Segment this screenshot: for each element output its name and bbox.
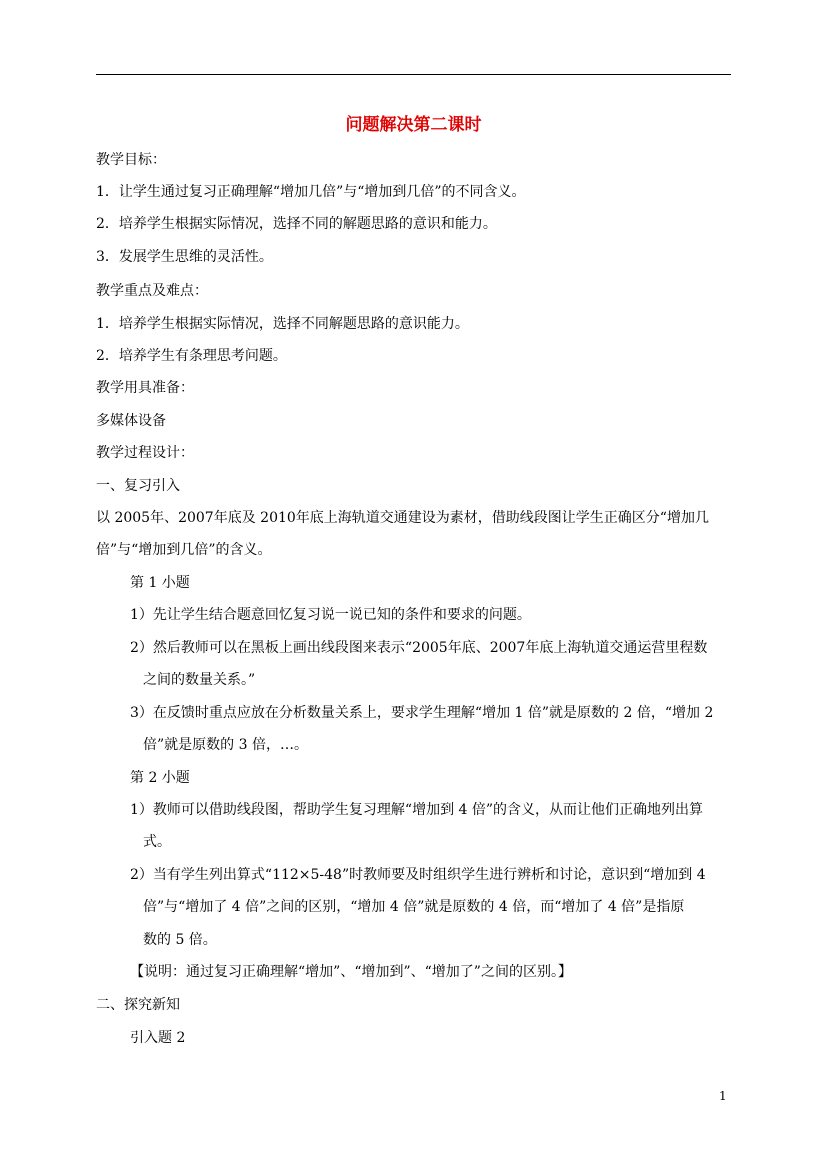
header-rule <box>96 74 731 75</box>
text-line-note: 【说明：通过复习正确理解“增加”、“增加到”、“增加了”之间的区别。】 <box>130 964 572 980</box>
text-line-section-1: 一、复习引入 <box>96 478 180 494</box>
text-line-q1-step-3: 3）在反馈时重点应放在分析数量关系上，要求学生理解“增加 1 倍”就是原数的 2 倍，“增加 2 <box>130 705 714 721</box>
page-number: 1 <box>719 1089 727 1103</box>
text-line-objectives-heading: 教学目标： <box>96 152 166 168</box>
text-line-question-1: 第 1 小题 <box>130 575 190 591</box>
text-line-q1-step-3-cont: 倍”就是原数的 3 倍，…。 <box>143 737 308 753</box>
text-line-question-2: 第 2 小题 <box>130 770 190 786</box>
text-line-q2-step-1-cont: 式。 <box>143 834 171 850</box>
text-line-q2-step-2-cont: 倍”与“增加了 4 倍”之间的区别，“增加 4 倍”就是原数的 4 倍，而“增加了 4 倍”是指原 <box>143 899 685 915</box>
text-line-key-points-heading: 教学重点及难点： <box>96 283 208 299</box>
text-line-q2-step-2-end: 数的 5 倍。 <box>143 932 217 948</box>
text-line-key-point-2: 2．培养学生有条理思考问题。 <box>96 348 287 364</box>
text-line-intro-question-2: 引入题 2 <box>130 1030 186 1046</box>
text-line-objective-1: 1．让学生通过复习正确理解“增加几倍”与“增加到几倍”的不同含义。 <box>96 184 526 200</box>
text-line-intro-cont: 倍”与“增加到几倍”的含义。 <box>96 542 272 558</box>
text-line-q1-step-2: 2）然后教师可以在黑板上画出线段图来表示“2005年底、2007年底上海轨道交通运营里程数 <box>130 640 708 656</box>
text-line-q2-step-2: 2）当有学生列出算式“112×5-48”时教师要及时组织学生进行辨析和讨论，意识到“增加到 4 <box>130 867 706 883</box>
text-line-q1-step-2-cont: 之间的数量关系。” <box>143 672 256 688</box>
text-line-process-heading: 教学过程设计： <box>96 445 194 461</box>
text-line-section-2: 二、探究新知 <box>96 997 180 1013</box>
text-line-q1-step-1: 1）先让学生结合题意回忆复习说一说已知的条件和要求的问题。 <box>130 607 531 623</box>
page-title: 问题解决第二课时 <box>345 115 482 135</box>
text-line-key-point-1: 1．培养学生根据实际情况，选择不同解题思路的意识能力。 <box>96 316 469 332</box>
text-line-materials: 多媒体设备 <box>96 413 166 429</box>
text-line-materials-heading: 教学用具准备： <box>96 380 194 396</box>
text-line-objective-3: 3．发展学生思维的灵活性。 <box>96 249 273 265</box>
text-line-intro: 以 2005年、2007年底及 2010年底上海轨道交通建设为素材，借助线段图让学生正确区分“增加几 <box>96 510 709 526</box>
text-line-objective-2: 2．培养学生根据实际情况，选择不同的解题思路的意识和能力。 <box>96 216 497 232</box>
text-line-q2-step-1: 1）教师可以借助线段图，帮助学生复习理解“增加到 4 倍”的含义，从而让他们正确地列出算 <box>130 802 704 818</box>
